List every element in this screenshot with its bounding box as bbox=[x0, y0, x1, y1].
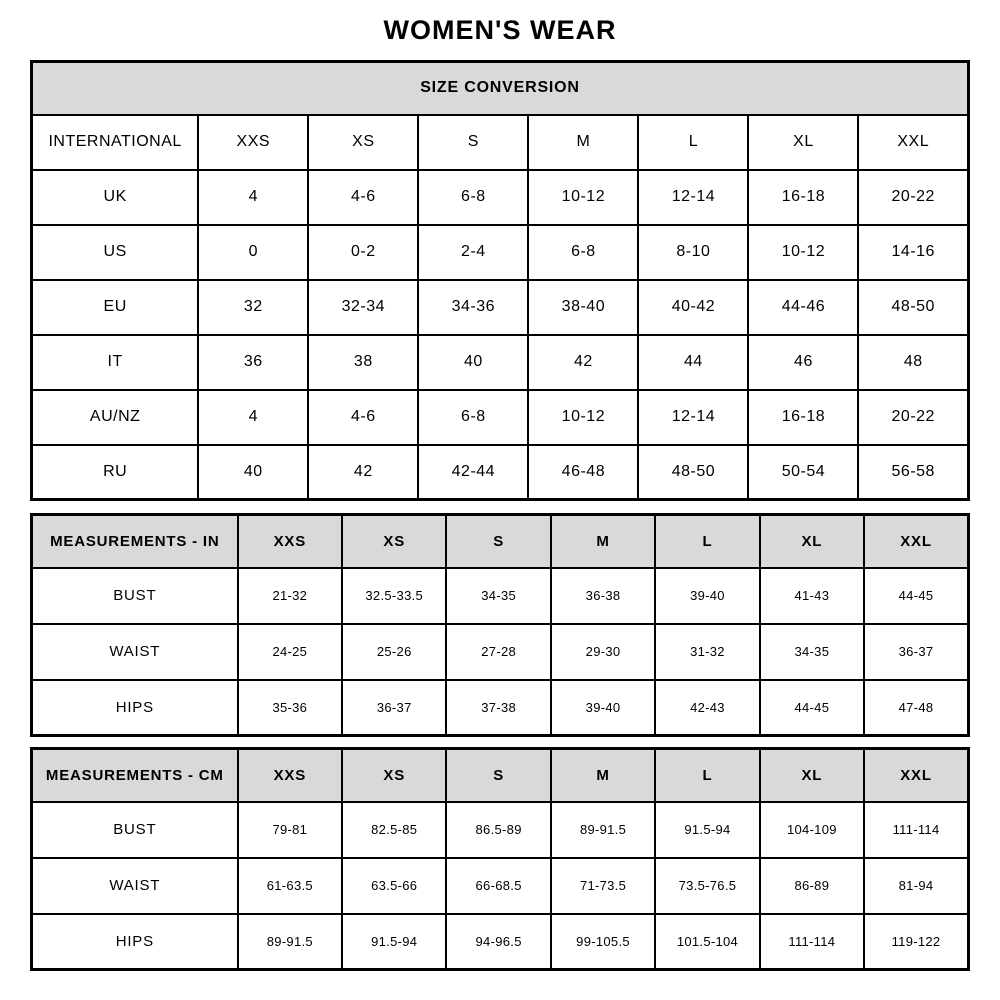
size-value-cell: 39-40 bbox=[655, 568, 759, 624]
size-value-cell: 42-44 bbox=[418, 445, 528, 500]
size-value-cell: 12-14 bbox=[638, 170, 748, 225]
size-value-cell: 111-114 bbox=[864, 802, 968, 858]
row-label-cell: US bbox=[32, 225, 199, 280]
size-value-cell: 8-10 bbox=[638, 225, 748, 280]
column-header-cell: L bbox=[655, 749, 759, 802]
size-value-cell: 42 bbox=[528, 335, 638, 390]
size-value-cell: 63.5-66 bbox=[342, 858, 446, 914]
size-value-cell: 94-96.5 bbox=[446, 914, 550, 970]
column-header-cell: XS bbox=[308, 115, 418, 170]
size-value-cell: 46-48 bbox=[528, 445, 638, 500]
size-value-cell: 27-28 bbox=[446, 624, 550, 680]
row-label-cell: HIPS bbox=[32, 680, 238, 736]
column-header-cell: M bbox=[528, 115, 638, 170]
size-value-cell: 48-50 bbox=[858, 280, 968, 335]
size-value-cell: 99-105.5 bbox=[551, 914, 655, 970]
size-value-cell: 66-68.5 bbox=[446, 858, 550, 914]
size-value-cell: 40 bbox=[418, 335, 528, 390]
size-value-cell: 101.5-104 bbox=[655, 914, 759, 970]
table-row bbox=[32, 280, 969, 335]
table-row bbox=[32, 170, 969, 225]
column-header-cell: L bbox=[638, 115, 748, 170]
size-value-cell: 21-32 bbox=[238, 568, 342, 624]
size-value-cell: 89-91.5 bbox=[551, 802, 655, 858]
column-header-cell: XXS bbox=[238, 515, 342, 568]
size-value-cell: 34-35 bbox=[760, 624, 864, 680]
size-value-cell: 32 bbox=[198, 280, 308, 335]
table-title-row bbox=[32, 62, 969, 115]
size-value-cell: 0-2 bbox=[308, 225, 418, 280]
size-value-cell: 79-81 bbox=[238, 802, 342, 858]
size-value-cell: 36-38 bbox=[551, 568, 655, 624]
size-value-cell: 37-38 bbox=[446, 680, 550, 736]
column-header-cell: XL bbox=[760, 515, 864, 568]
column-header-cell: XL bbox=[760, 749, 864, 802]
column-header-cell: XXL bbox=[864, 515, 968, 568]
size-value-cell: 4-6 bbox=[308, 390, 418, 445]
column-header-cell: XL bbox=[748, 115, 858, 170]
table-row bbox=[32, 335, 969, 390]
size-conversion-table bbox=[30, 60, 970, 501]
size-value-cell: 44-46 bbox=[748, 280, 858, 335]
size-value-cell: 4-6 bbox=[308, 170, 418, 225]
size-value-cell: 44-45 bbox=[760, 680, 864, 736]
table-row bbox=[32, 390, 969, 445]
table-row bbox=[32, 225, 969, 280]
size-value-cell: 36-37 bbox=[864, 624, 968, 680]
column-header-cell: XXL bbox=[858, 115, 968, 170]
size-value-cell: 10-12 bbox=[528, 390, 638, 445]
size-value-cell: 48-50 bbox=[638, 445, 748, 500]
column-header-cell: XXS bbox=[238, 749, 342, 802]
table-row bbox=[32, 445, 969, 500]
table-body bbox=[32, 170, 969, 500]
table-row bbox=[32, 914, 969, 970]
size-value-cell: 4 bbox=[198, 170, 308, 225]
size-value-cell: 104-109 bbox=[760, 802, 864, 858]
column-header-row bbox=[32, 515, 969, 568]
row-label-cell: AU/NZ bbox=[32, 390, 199, 445]
column-header-cell: XXS bbox=[198, 115, 308, 170]
size-value-cell: 89-91.5 bbox=[238, 914, 342, 970]
measurements-cm-table bbox=[30, 747, 970, 971]
measurements-in-table bbox=[30, 513, 970, 737]
size-value-cell: 91.5-94 bbox=[342, 914, 446, 970]
row-label-cell: BUST bbox=[32, 568, 238, 624]
size-value-cell: 14-16 bbox=[858, 225, 968, 280]
column-header-cell: XS bbox=[342, 749, 446, 802]
column-header-cell: MEASUREMENTS - IN bbox=[32, 515, 238, 568]
page-title: WOMEN'S WEAR bbox=[383, 15, 617, 45]
size-value-cell: 73.5-76.5 bbox=[655, 858, 759, 914]
size-value-cell: 34-36 bbox=[418, 280, 528, 335]
size-value-cell: 119-122 bbox=[864, 914, 968, 970]
column-header-cell: XS bbox=[342, 515, 446, 568]
size-value-cell: 24-25 bbox=[238, 624, 342, 680]
table-row bbox=[32, 858, 969, 914]
row-label-cell: RU bbox=[32, 445, 199, 500]
size-value-cell: 4 bbox=[198, 390, 308, 445]
column-header-cell: S bbox=[418, 115, 528, 170]
table-body bbox=[32, 802, 969, 970]
column-header-cell: L bbox=[655, 515, 759, 568]
size-value-cell: 48 bbox=[858, 335, 968, 390]
size-value-cell: 38-40 bbox=[528, 280, 638, 335]
size-value-cell: 36 bbox=[198, 335, 308, 390]
size-value-cell: 29-30 bbox=[551, 624, 655, 680]
size-value-cell: 41-43 bbox=[760, 568, 864, 624]
size-value-cell: 10-12 bbox=[748, 225, 858, 280]
size-value-cell: 31-32 bbox=[655, 624, 759, 680]
size-value-cell: 44-45 bbox=[864, 568, 968, 624]
row-label-cell: EU bbox=[32, 280, 199, 335]
size-value-cell: 16-18 bbox=[748, 170, 858, 225]
size-value-cell: 0 bbox=[198, 225, 308, 280]
column-header-cell: S bbox=[446, 749, 550, 802]
column-header-cell: XXL bbox=[864, 749, 968, 802]
size-value-cell: 42 bbox=[308, 445, 418, 500]
size-value-cell: 6-8 bbox=[528, 225, 638, 280]
column-header-cell: M bbox=[551, 749, 655, 802]
size-value-cell: 61-63.5 bbox=[238, 858, 342, 914]
size-value-cell: 25-26 bbox=[342, 624, 446, 680]
size-value-cell: 91.5-94 bbox=[655, 802, 759, 858]
size-value-cell: 86.5-89 bbox=[446, 802, 550, 858]
column-header-row bbox=[32, 115, 969, 170]
size-value-cell: 20-22 bbox=[858, 390, 968, 445]
size-value-cell: 50-54 bbox=[748, 445, 858, 500]
size-value-cell: 56-58 bbox=[858, 445, 968, 500]
size-value-cell: 46 bbox=[748, 335, 858, 390]
size-value-cell: 82.5-85 bbox=[342, 802, 446, 858]
size-value-cell: 42-43 bbox=[655, 680, 759, 736]
size-value-cell: 40 bbox=[198, 445, 308, 500]
column-header-row bbox=[32, 749, 969, 802]
size-value-cell: 111-114 bbox=[760, 914, 864, 970]
row-label-cell: UK bbox=[32, 170, 199, 225]
size-value-cell: 32-34 bbox=[308, 280, 418, 335]
row-label-cell: HIPS bbox=[32, 914, 238, 970]
size-value-cell: 39-40 bbox=[551, 680, 655, 736]
size-value-cell: 2-4 bbox=[418, 225, 528, 280]
column-header-cell: INTERNATIONAL bbox=[32, 115, 199, 170]
size-value-cell: 71-73.5 bbox=[551, 858, 655, 914]
column-header-cell: M bbox=[551, 515, 655, 568]
size-value-cell: 38 bbox=[308, 335, 418, 390]
table-row bbox=[32, 802, 969, 858]
size-value-cell: 20-22 bbox=[858, 170, 968, 225]
size-value-cell: 34-35 bbox=[446, 568, 550, 624]
size-value-cell: 12-14 bbox=[638, 390, 748, 445]
table-row bbox=[32, 680, 969, 736]
row-label-cell: IT bbox=[32, 335, 199, 390]
row-label-cell: WAIST bbox=[32, 624, 238, 680]
table-title: SIZE CONVERSION bbox=[32, 62, 969, 115]
size-value-cell: 6-8 bbox=[418, 390, 528, 445]
size-value-cell: 40-42 bbox=[638, 280, 748, 335]
size-value-cell: 44 bbox=[638, 335, 748, 390]
size-value-cell: 6-8 bbox=[418, 170, 528, 225]
row-label-cell: WAIST bbox=[32, 858, 238, 914]
column-header-cell: S bbox=[446, 515, 550, 568]
table-row bbox=[32, 568, 969, 624]
size-value-cell: 10-12 bbox=[528, 170, 638, 225]
table-row bbox=[32, 624, 969, 680]
size-value-cell: 16-18 bbox=[748, 390, 858, 445]
table-body bbox=[32, 568, 969, 736]
size-value-cell: 35-36 bbox=[238, 680, 342, 736]
size-value-cell: 36-37 bbox=[342, 680, 446, 736]
column-header-cell: MEASUREMENTS - CM bbox=[32, 749, 238, 802]
size-value-cell: 32.5-33.5 bbox=[342, 568, 446, 624]
size-value-cell: 47-48 bbox=[864, 680, 968, 736]
row-label-cell: BUST bbox=[32, 802, 238, 858]
size-value-cell: 86-89 bbox=[760, 858, 864, 914]
size-value-cell: 81-94 bbox=[864, 858, 968, 914]
